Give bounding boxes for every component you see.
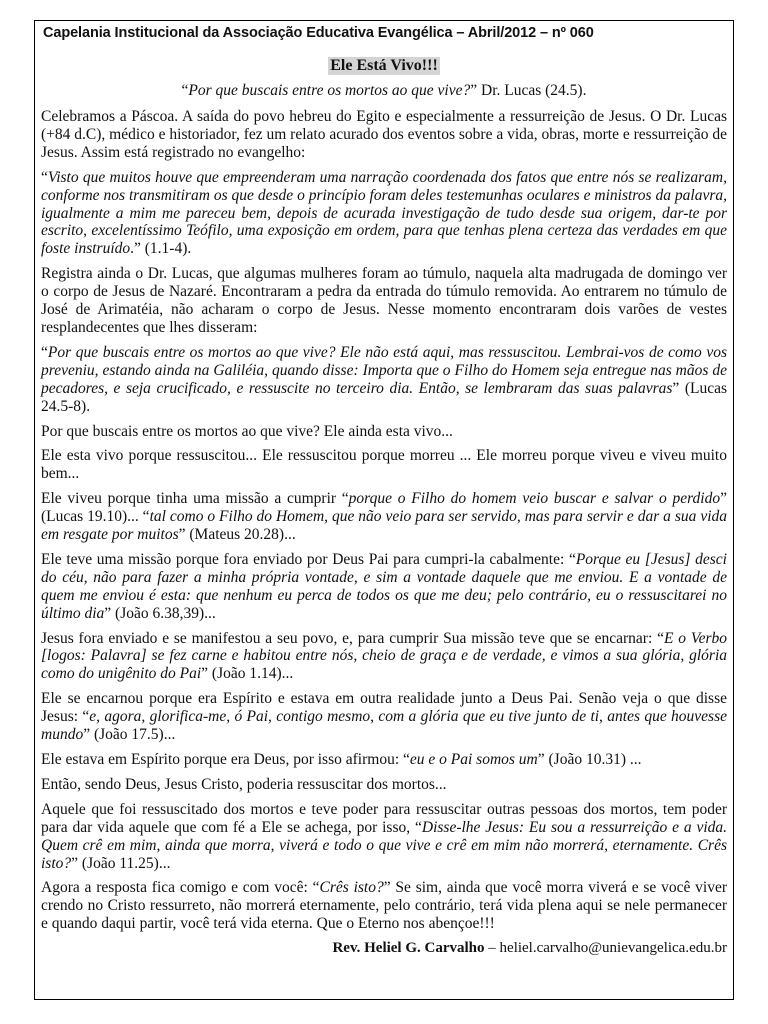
scripture-quote: Visto que muitos houve que empreenderam uma narração coordenada dos fatos que entre nós se realizaram, conforme nos transmitiram os que desde o princípio foram deles testemunhas oculares e ministros da palavra, igualmente a mim me pareceu bem, depois de acurada investigação de tudo desde sua origem, dar-te por escrito, excelentíssimo Teófilo, uma exposição em ordem, para que tenhas plena certeza das verdades em que foste instruído [41, 168, 727, 258]
paragraph-quote-luke-24 [41, 344, 727, 416]
text: Ele teve uma missão porque fora enviado por Deus Pai para cumpri-la cabalmente: “ [41, 550, 576, 568]
scripture-quote: Por que buscais entre os mortos ao que vive? Ele não está aqui, mas ressuscitou. Lembrai-vos de como vos preveniu, estando ainda na Galiléia, quando disse: Importa que o Filho do Homem seja entregue nas mãos de pecadores, e seja crucificado, e ressuscite no terceiro dia. Então, se lembraram das suas palavras [41, 343, 727, 397]
epigraph-ref: ” Dr. Lucas (24.5). [470, 82, 587, 99]
newsletter-page [34, 20, 734, 1000]
paragraph-sent [41, 551, 727, 623]
paragraph-question: Por que buscais entre os mortos ao que vive? Ele ainda esta vivo... [41, 422, 453, 440]
quote-mark: “ [41, 343, 48, 361]
text: Jesus fora enviado e se manifestou a seu povo, e, para cumprir Sua missão teve que se encarnar: “ [41, 629, 664, 647]
paragraph-mission [41, 490, 727, 544]
scripture-quote: Crês isto? [319, 879, 384, 897]
scripture-ref: ” (João 17.5)... [83, 726, 176, 744]
paragraph-alive: Ele esta vivo porque ressuscitou... Ele ressuscitou porque morreu ... Ele morreu porque viveu e viveu muito bem... [41, 447, 727, 483]
paragraph-resurrect: Então, sendo Deus, Jesus Cristo, poderia ressuscitar dos mortos... [41, 775, 447, 793]
article-title: Ele Está Vivo!!! [330, 57, 438, 74]
paragraph-life [41, 801, 727, 873]
title-wrap [35, 57, 733, 75]
epigraph [41, 81, 727, 100]
text: Aquele que foi ressuscitado dos mortos e teve poder para ressuscitar outras pessoas dos mortos, tem poder para dar vida aquele que com fé a Ele se achega, por isso, “ [41, 800, 727, 836]
scripture-ref: .” (1.1-4). [130, 240, 192, 258]
scripture-quote: E o Verbo [logos: Palavra] se fez carne e habitou entre nós, cheio de graça e de verdade, e vimos a sua glória, glória como do unigênito do Pai [41, 629, 727, 683]
newsletter-header: Capelania Institucional da Associação Educativa Evangélica – Abril/2012 – nº 060 [43, 25, 594, 41]
scripture-quote: porque o Filho do homem veio buscar e salvar o perdido [348, 490, 721, 508]
scripture-quote: eu e o Pai somos um [409, 751, 538, 768]
paragraph-intro: Celebramos a Páscoa. A saída do povo hebreu do Egito e especialmente a ressurreição de Jesus. O Dr. Lucas (+84 d.C), médico e historiador, fez um relato acurado dos eventos sobre a vida, obras, morte e ressurreição de Jesus. Assim está registrado no evangelho: [41, 108, 728, 161]
scripture-quote: Disse-lhe Jesus: Eu sou a ressurreição e a vida. Quem crê em mim, ainda que morra, viverá e todo o que vive e crê em mim não morrerá, eternamente. Crês isto? [41, 818, 727, 872]
text: ” (Lucas 19.10)... “ [41, 490, 727, 526]
separator: – [484, 940, 500, 957]
text: ” Se sim, ainda que você morra viverá e se você viver crendo no Cristo ressurreto, não morrerá eternamente, pelo contrário, terá vida plena aqui se nele permanecer e quando daqui partir, você terá vida eterna. Que o Eterno nos abençoe!!! [41, 879, 727, 933]
paragraph-tomb: Registra ainda o Dr. Lucas, que algumas mulheres foram ao túmulo, naquela alta madrugada de domingo ver o corpo de Jesus de Nazaré. Encontraram a pedra da entrada do túmulo removida. Ao entrarem no túmulo de José de Arimatéia, não acharam o corpo de Jesus. Nesse momento encontraram dois varões de vestes resplandecentes que lhes disseram: [41, 265, 727, 336]
text: Ele se encarnou porque era Espírito e estava em outra realidade junto a Deus Pai. Senão veja o que disse Jesus: “ [41, 690, 727, 726]
paragraph-spirit [41, 690, 727, 744]
scripture-ref: ” (João 6.38,39)... [104, 604, 216, 622]
scripture-ref: ” (João 1.14)... [201, 665, 294, 683]
scripture-quote: tal como o Filho do Homem, que não veio para ser servido, mas para servir e dar a sua vida em resgate por muitos [41, 508, 728, 544]
author-name: Rev. Heliel G. Carvalho [332, 940, 485, 957]
paragraph-answer [41, 879, 727, 933]
scripture-ref: ” (João 11.25)... [71, 854, 171, 872]
scripture-quote: Porque eu [Jesus] desci do céu, não para fazer a minha própria vontade, e sim a vontade daquele que me enviou. E a vontade de quem me enviou é esta: que nenhum eu perca de todos os que me deu; pelo contrário, eu o ressuscitarei no último dia [41, 550, 727, 622]
quote-mark: “ [41, 168, 48, 186]
scripture-ref: ” (Mateus 20.28)... [178, 526, 296, 544]
text: Ele viveu porque tinha uma missão a cumprir “ [41, 490, 349, 508]
text: Ele estava em Espírito porque era Deus, por isso afirmou: “ [41, 751, 410, 768]
scripture-ref: ” (João 10.31) ... [537, 751, 642, 768]
paragraph-quote-luke-1 [41, 169, 727, 259]
epigraph-quote: Por que buscais entre os mortos ao que vive? [188, 82, 471, 99]
signature [41, 940, 727, 957]
quote-mark: “ [181, 82, 189, 99]
scripture-quote: e, agora, glorifica-me, ó Pai, contigo mesmo, com a glória que eu tive junto de ti, antes que houvesse mundo [41, 708, 727, 744]
scripture-ref: ” (Lucas 24.5-8). [41, 379, 727, 415]
article-body [41, 77, 727, 957]
paragraph-god [41, 751, 727, 769]
author-email: heliel.carvalho@unievangelica.edu.br [499, 940, 727, 957]
paragraph-incarnation [41, 630, 727, 684]
text: Agora a resposta fica comigo e com você: “ [41, 879, 320, 897]
